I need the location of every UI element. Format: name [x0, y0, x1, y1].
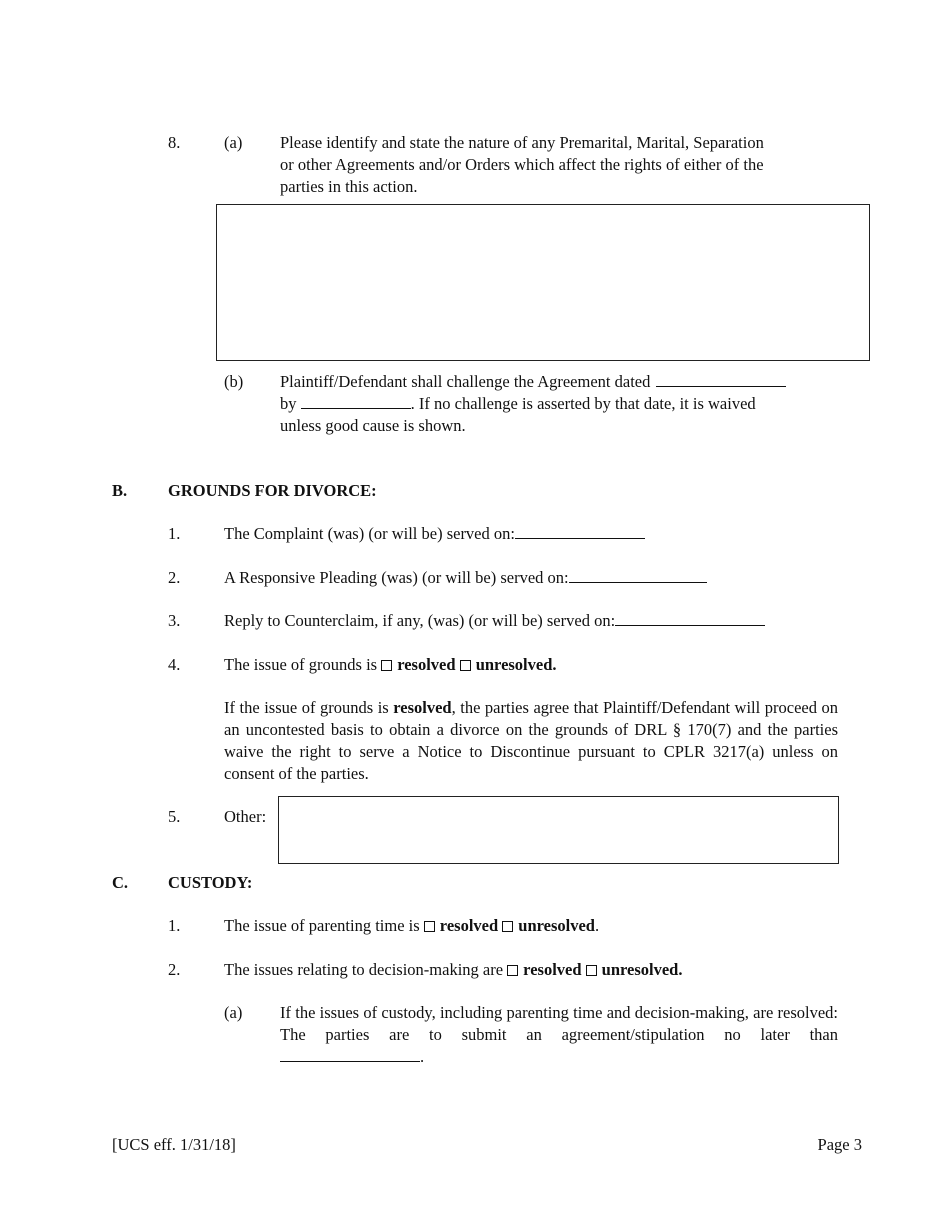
item-8a-line-3: parties in this action.: [280, 177, 418, 196]
b-item-3-number: 3.: [168, 611, 181, 630]
b-item-4-text: The issue of grounds is: [224, 655, 378, 674]
item-8a-line-1: Please identify and state the nature of any Premarital, Marital, Separation: [280, 133, 764, 152]
item-8b-marker: (b): [224, 372, 244, 391]
c-item-2a-marker: (a): [224, 1003, 243, 1022]
item-8a-marker: (a): [224, 133, 243, 152]
c-item-2a-end: .: [420, 1047, 425, 1066]
item-8b-by-text: by: [280, 394, 297, 413]
b-item-4-number: 4.: [168, 655, 181, 674]
b-item-5-label: Other:: [224, 807, 267, 826]
item-8b-line-1: [280, 371, 786, 393]
parenting-time-unresolved-label: unresolved: [518, 916, 595, 935]
c-item-2-number: 2.: [168, 960, 181, 979]
agreement-date-blank[interactable]: [656, 371, 786, 387]
c-item-1: [224, 915, 599, 937]
b-item-1-text: The Complaint (was) (or will be) served on:: [224, 524, 515, 543]
b-item-2-number: 2.: [168, 568, 181, 587]
item-8b-line-1-text: Plaintiff/Defendant shall challenge the Agreement dated: [280, 372, 651, 391]
footer-page-number: Page 3: [817, 1135, 862, 1154]
grounds-resolved-label: resolved: [397, 655, 456, 674]
parenting-time-resolved-label: resolved: [439, 916, 499, 935]
responsive-pleading-date-blank[interactable]: [569, 567, 707, 583]
b-item-1: [224, 523, 645, 545]
grounds-para-pre: If the issue of grounds is: [224, 698, 389, 717]
c-item-2: [224, 959, 683, 981]
c-item-1-end: .: [595, 916, 600, 935]
grounds-resolved-paragraph: [224, 697, 838, 785]
item-8b-line-3: unless good cause is shown.: [280, 416, 466, 435]
section-b-letter: B.: [112, 481, 128, 500]
grounds-unresolved-label: unresolved.: [475, 655, 557, 674]
stipulation-deadline-blank[interactable]: [280, 1046, 420, 1062]
section-b-title: GROUNDS FOR DIVORCE:: [168, 481, 377, 500]
parenting-time-resolved-checkbox[interactable]: [424, 921, 435, 932]
grounds-para-bold: resolved: [393, 698, 452, 717]
b-item-5-number: 5.: [168, 807, 181, 826]
decision-making-resolved-label: resolved: [523, 960, 582, 979]
b-item-2-text: A Responsive Pleading (was) (or will be) served on:: [224, 568, 569, 587]
grounds-resolved-checkbox[interactable]: [381, 660, 392, 671]
b-item-3: [224, 610, 765, 632]
b-item-4: [224, 654, 557, 676]
item-8b-line-2-text: . If no challenge is asserted by that date, it is waived: [410, 394, 756, 413]
decision-making-unresolved-checkbox[interactable]: [586, 965, 597, 976]
c-item-2-text: The issues relating to decision-making are: [224, 960, 504, 979]
counterclaim-reply-date-blank[interactable]: [615, 610, 765, 626]
grounds-unresolved-checkbox[interactable]: [460, 660, 471, 671]
item-8-number: 8.: [168, 133, 181, 152]
decision-making-resolved-checkbox[interactable]: [507, 965, 518, 976]
c-item-1-number: 1.: [168, 916, 181, 935]
c-item-2a-text: If the issues of custody, including parenting time and decision-making, are resolved: The parties are to submit an agreement/stipulation no later than: [280, 1003, 838, 1044]
decision-making-unresolved-label: unresolved.: [601, 960, 683, 979]
challenge-deadline-blank[interactable]: [301, 393, 411, 409]
c-item-2a-paragraph: [280, 1002, 838, 1068]
b-item-3-text: Reply to Counterclaim, if any, (was) (or will be) served on:: [224, 611, 616, 630]
b-item-2: [224, 567, 707, 589]
b-item-1-number: 1.: [168, 524, 181, 543]
grounds-para-post: , the parties agree that Plaintiff/Defendant will proceed on an uncontested basis to obtain a divorce on the grounds of DRL § 170(7) and the parties waive the right to serve a Notice to Discontinue pursuant to CPLR 3217(a) unless on consent of the parties.: [224, 698, 838, 783]
section-c-letter: C.: [112, 873, 129, 892]
complaint-served-date-blank[interactable]: [515, 523, 645, 539]
agreements-answer-box[interactable]: [216, 204, 870, 361]
other-answer-box[interactable]: [278, 796, 839, 864]
section-c-title: CUSTODY:: [168, 873, 253, 892]
item-8b-line-2: [280, 393, 756, 415]
item-8a-line-2: or other Agreements and/or Orders which affect the rights of either of the: [280, 155, 764, 174]
c-item-1-text: The issue of parenting time is: [224, 916, 420, 935]
footer-form-version: [UCS eff. 1/31/18]: [112, 1135, 236, 1154]
parenting-time-unresolved-checkbox[interactable]: [502, 921, 513, 932]
